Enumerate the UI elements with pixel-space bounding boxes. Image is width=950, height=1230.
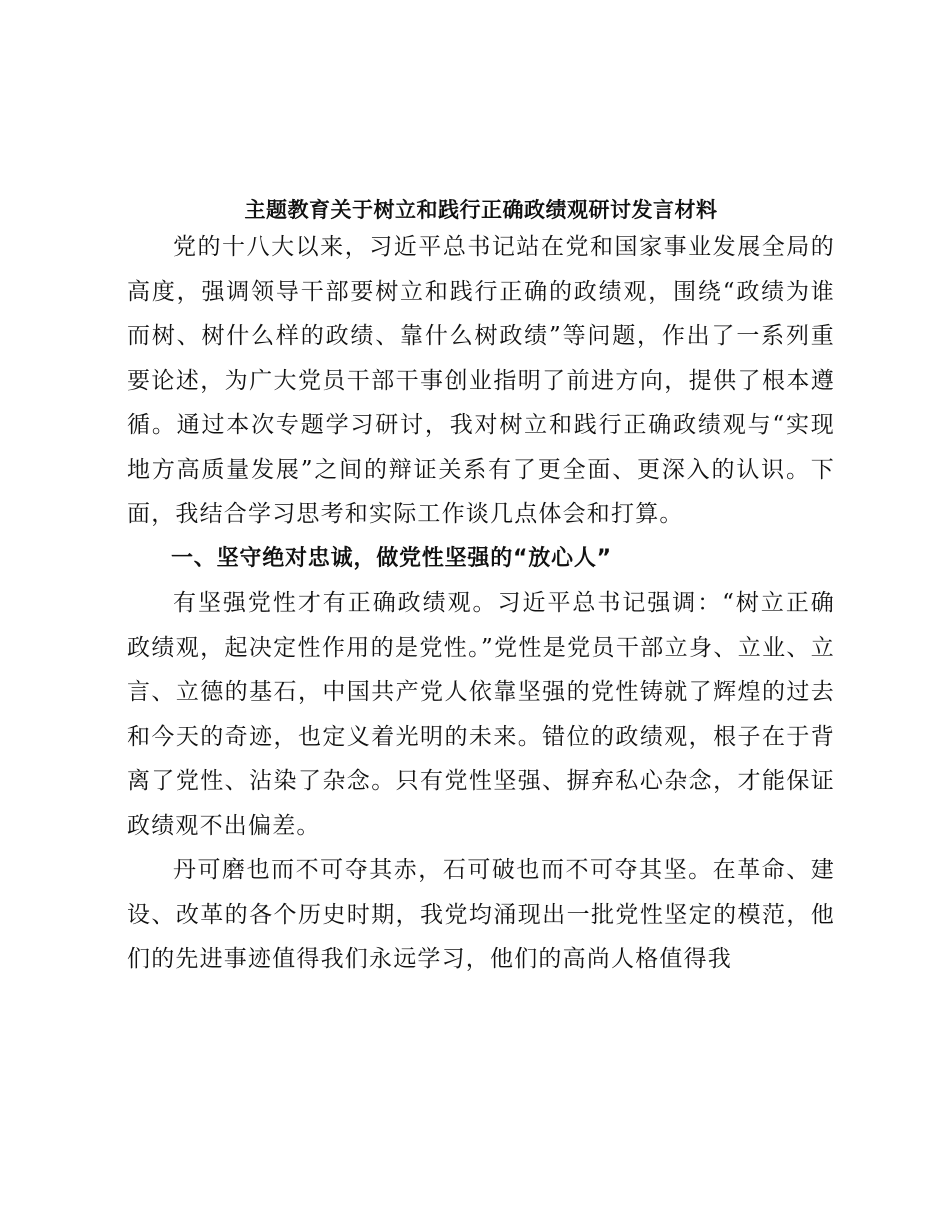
section-1-heading: 一、坚守绝对忠诚，做党性坚强的“放心人” (171, 545, 612, 571)
document-title: 主题教育关于树立和践行正确政绩观研讨发言材料 (244, 197, 718, 222)
section-1-paragraph-1: 有坚强党性才有正确政绩观。习近平总书记强调：“树立正确政绩观，起决定性作用的是党性。”党性是党员干部立身、立业、立言、立德的基石，中国共产党人依靠坚强的党性铸就了辉煌的过去和今天的奇迹，也定义着光明的未来。错位的政绩观，根子在于背离了党性、沾染了杂念。只有党性坚强、摒弃私心杂念，才能保证政绩观不出偏差。 (127, 590, 835, 839)
document-page (127, 195, 835, 982)
intro-paragraph: 党的十八大以来，习近平总书记站在党和国家事业发展全局的高度，强调领导干部要树立和践行正确的政绩观，围绕“政绩为谁而树、树什么样的政绩、靠什么树政绩”等问题，作出了一系列重要论述，为广大党员干部干事创业指明了前进方向，提供了根本遵循。通过本次专题学习研讨，我对树立和践行正确政绩观与“实现地方高质量发展”之间的辩证关系有了更全面、更深入的认识。下面，我结合学习思考和实际工作谈几点体会和打算。 (127, 234, 835, 527)
section-1-paragraph-2: 丹可磨也而不可夺其赤，石可破也而不可夺其坚。在革命、建设、改革的各个历史时期，我党均涌现出一批党性坚定的模范，他们的先进事迹值得我们永远学习，他们的高尚人格值得我 (127, 857, 835, 972)
